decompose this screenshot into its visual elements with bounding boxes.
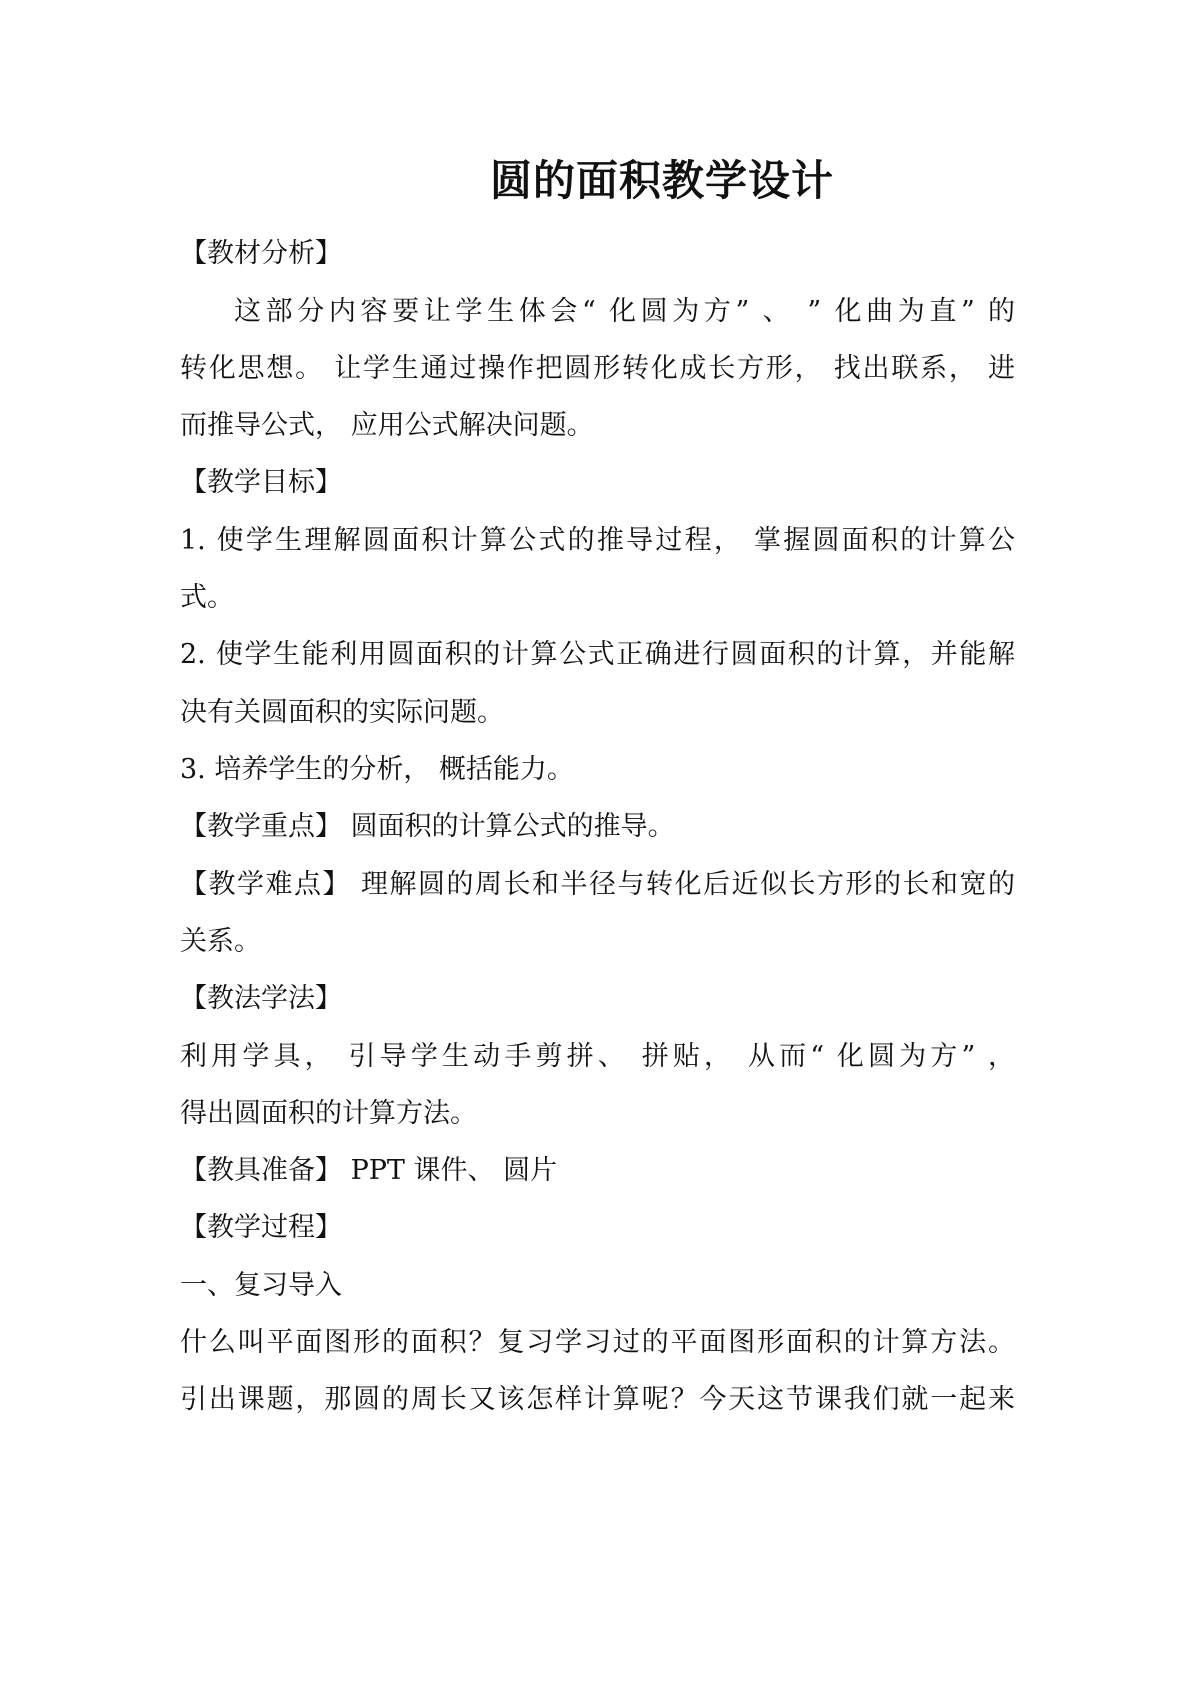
section-teaching-aids: 【教具准备】 PPT 课件、 圆片	[180, 1155, 558, 1186]
section-key-point: 【教学重点】 圆面积的计算公式的推导。	[180, 811, 675, 842]
list-item-line: 2. 使学生能利用圆面积的计算公式正确进行圆面积的计算，并能解	[180, 639, 1015, 670]
paragraph-line: 而推导公式， 应用公式解决问题。	[180, 410, 594, 441]
paragraph-line: 利用学具， 引导学生动手剪拼、 拼贴， 从而“ 化圆为方” ，	[180, 1041, 1015, 1072]
list-item-line: 3. 培养学生的分析， 概括能力。	[180, 754, 574, 785]
paragraph-line: 关系。	[180, 926, 261, 957]
paragraph-line: 引出课题，那圆的周长又该怎样计算呢？今天这节课我们就一起来	[180, 1384, 1015, 1415]
document-title: 圆的面积教学设计	[490, 156, 835, 205]
list-item-line: 1. 使学生理解圆面积计算公式的推导过程， 掌握圆面积的计算公	[180, 525, 1015, 556]
list-item-line: 决有关圆面积的实际问题。	[180, 697, 504, 728]
paragraph-line: 什么叫平面图形的面积？复习学习过的平面图形面积的计算方法。	[180, 1327, 1015, 1358]
section-heading-textbook-analysis: 【教材分析】	[180, 238, 342, 269]
paragraph-line: 得出圆面积的计算方法。	[180, 1098, 477, 1129]
subsection-heading-review: 一、复习导入	[180, 1270, 342, 1301]
section-difficult-point: 【教学难点】 理解圆的周长和半径与转化后近似长方形的长和宽的	[180, 869, 1015, 900]
list-item-line: 式。	[180, 582, 234, 613]
paragraph-line: 这部分内容要让学生体会“ 化圆为方” 、 ” 化曲为直” 的	[234, 296, 1015, 327]
section-heading-teaching-goals: 【教学目标】	[180, 467, 342, 498]
paragraph-line: 转化思想。 让学生通过操作把圆形转化成长方形， 找出联系， 进	[180, 353, 1015, 384]
section-heading-methods: 【教法学法】	[180, 983, 342, 1014]
section-heading-teaching-process: 【教学过程】	[180, 1212, 342, 1243]
